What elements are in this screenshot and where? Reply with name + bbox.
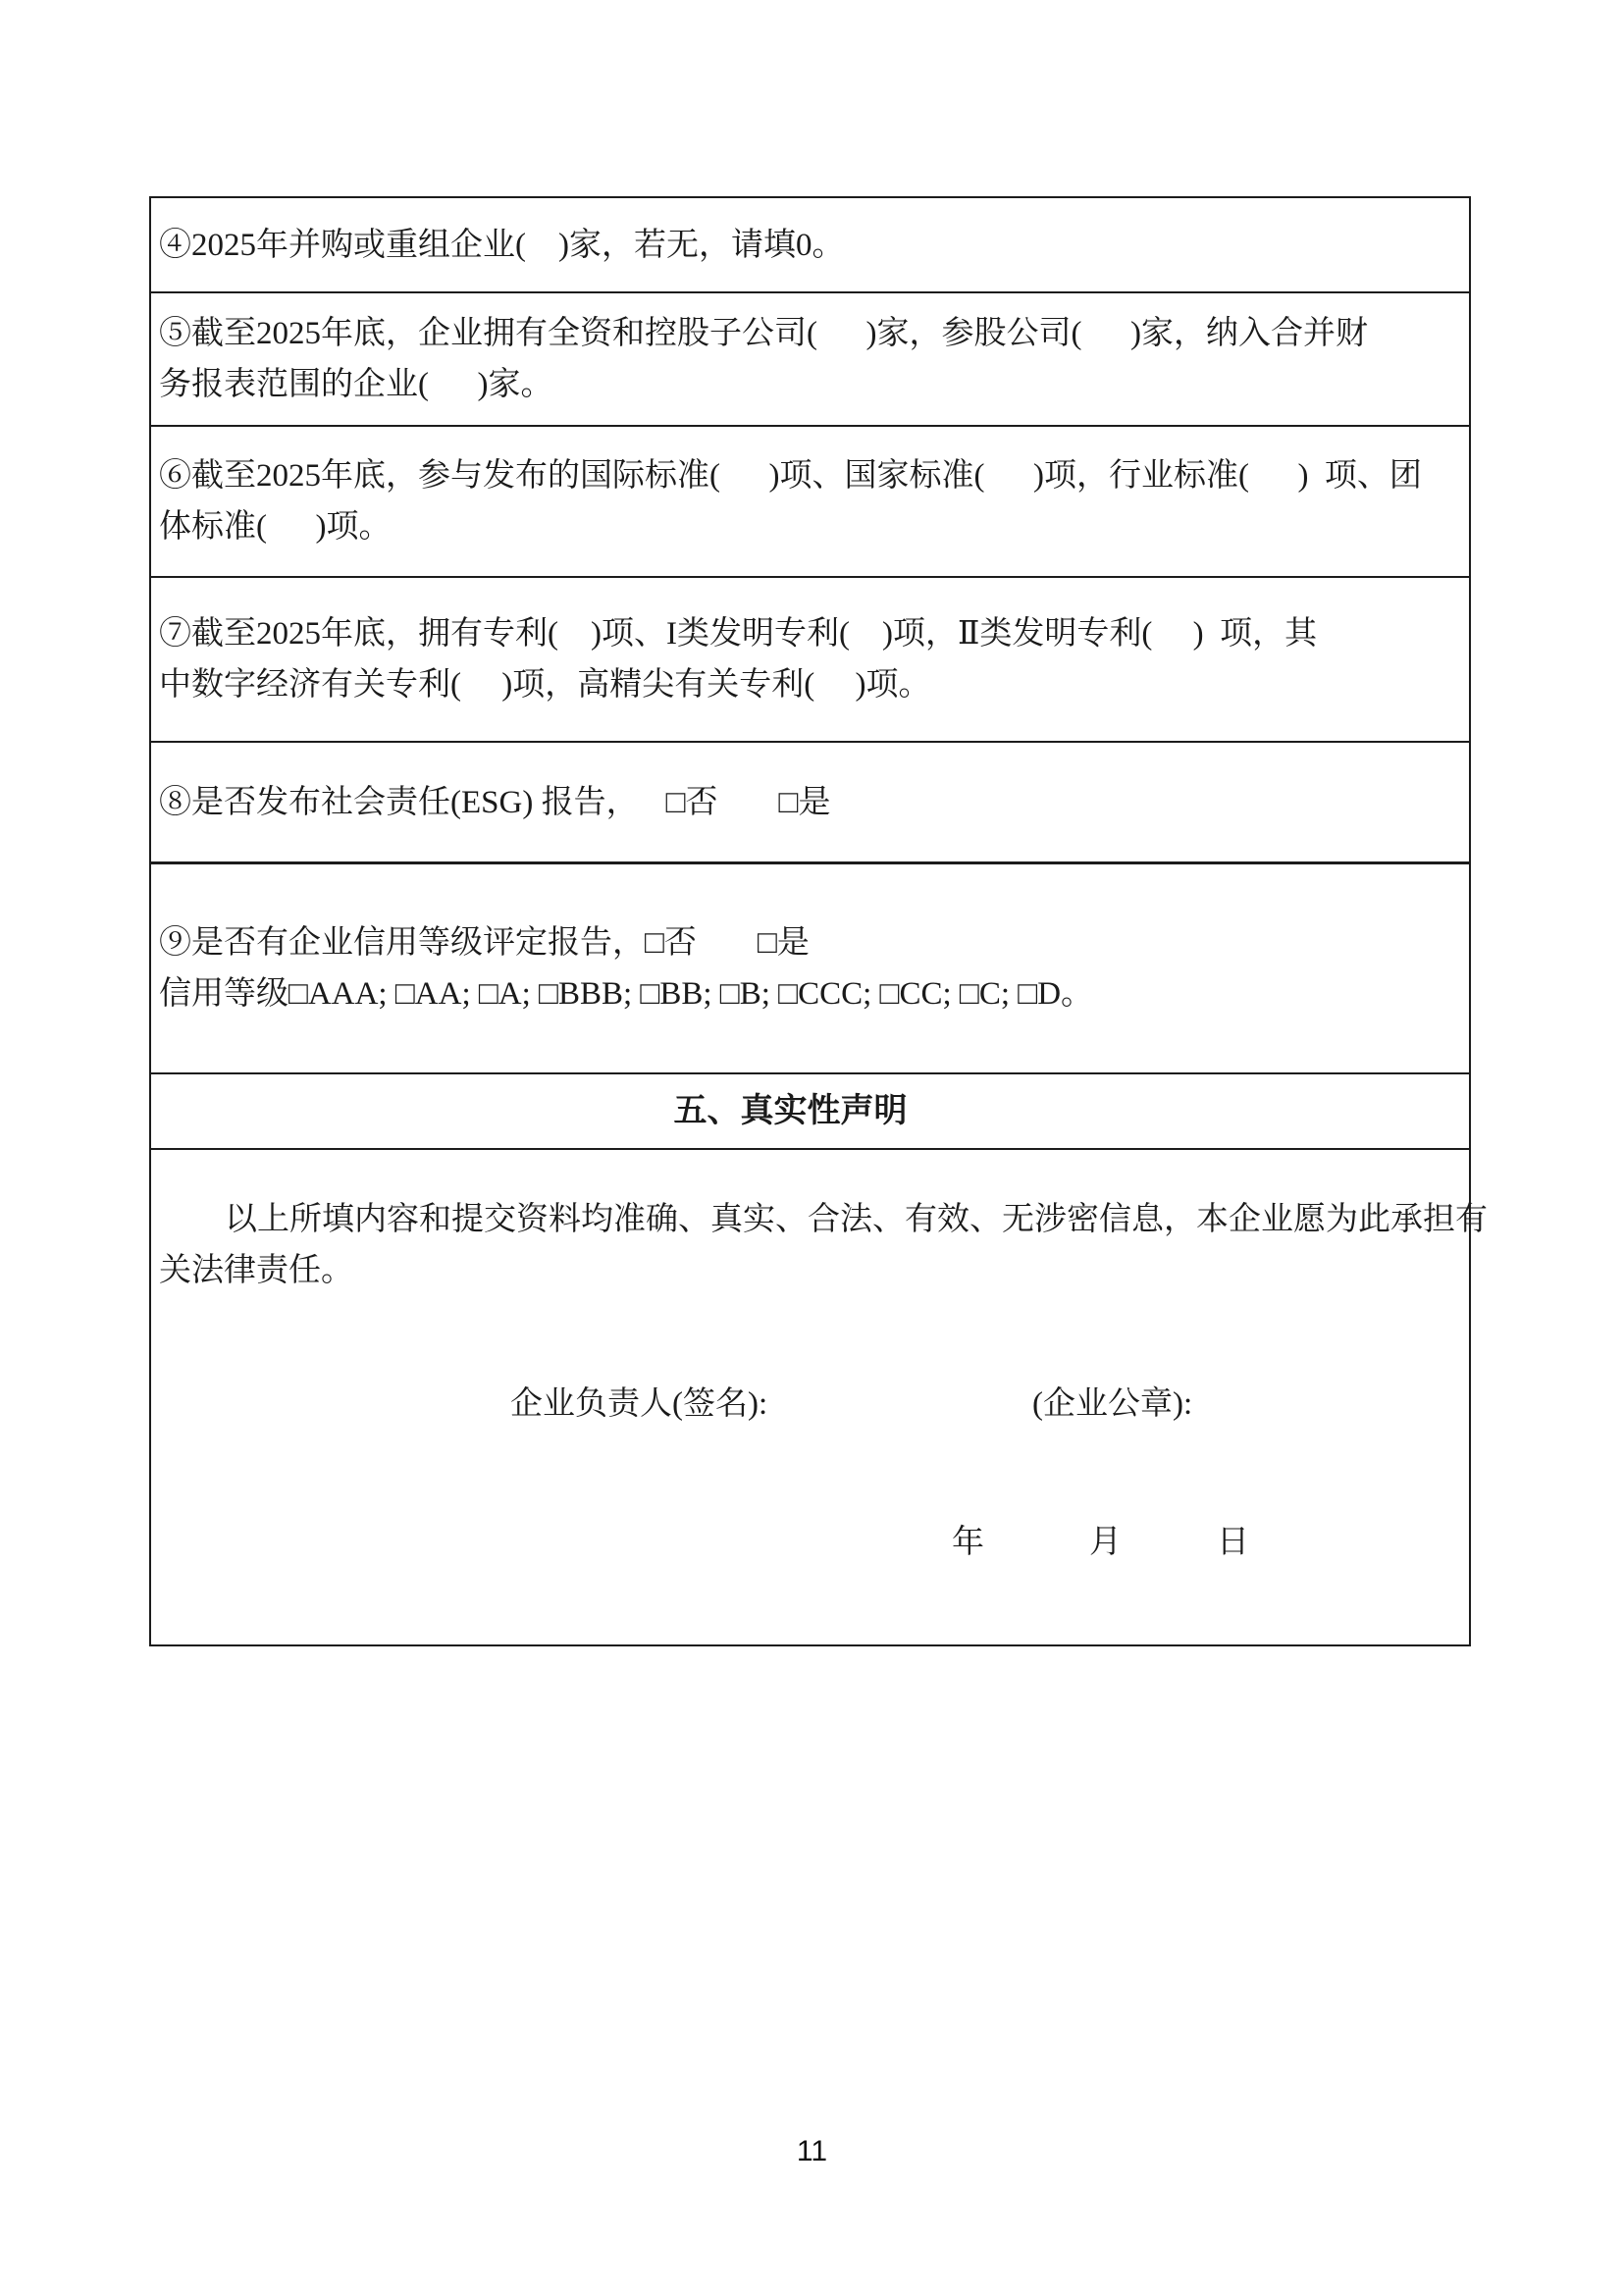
- declaration-text-line1: 以上所填内容和提交资料均准确、真实、合法、有效、无涉密信息，本企业愿为此承担有: [225, 1202, 1488, 1237]
- declaration-cell: [151, 1150, 1488, 1644]
- item7-text-line2: 中数字经济有关专利( )项，高精尖有关专利( )项。: [159, 667, 931, 703]
- item5-text-line2: 务报表范围的企业( )家。: [159, 367, 553, 402]
- page-number: 11: [796, 2135, 828, 2167]
- form-table: [149, 196, 1488, 1646]
- item9-label: ⑨是否有企业信用等级评定报告，: [159, 925, 645, 961]
- table-row-item5: [151, 293, 1469, 427]
- signer-signature-label: 企业负责人(签名):: [510, 1386, 768, 1422]
- item4-text: ④2025年并购或重组企业( )家，若无，请填0。: [159, 227, 845, 263]
- date-day-label: 日: [1217, 1525, 1249, 1560]
- table-row-item9: [151, 864, 1469, 1074]
- item8-text: [159, 777, 1461, 828]
- item9-text-line1: [159, 917, 1461, 968]
- table-row-item8: [151, 743, 1469, 864]
- checkbox-esg-yes: □是: [778, 784, 831, 820]
- section-heading: 五、真实性声明: [673, 1092, 908, 1129]
- table-row-item7: [151, 578, 1469, 743]
- date-year-label: 年: [952, 1525, 984, 1560]
- section-heading-row: [151, 1074, 1469, 1150]
- item7-text-line1: ⑦截至2025年底，拥有专利( )项、I类发明专利( )项，Ⅱ类发明专利( ) 项，其: [159, 616, 1318, 652]
- table-row-item6: [151, 427, 1469, 578]
- item5-text-line1: ⑤截至2025年底，企业拥有全资和控股子公司( )家，参股公司( )家，纳入合并财: [159, 316, 1368, 351]
- checkbox-esg-no: □否: [665, 784, 718, 820]
- table-row-item4: [151, 198, 1469, 293]
- item8-label: ⑧是否发布社会责任(ESG) 报告，: [159, 784, 639, 820]
- date-month-label: 月: [1089, 1525, 1122, 1560]
- declaration-text-line2: 关法律责任。: [159, 1253, 353, 1288]
- item6-text-line2: 体标准( )项。: [159, 509, 392, 545]
- item6-text-line1: ⑥截至2025年底，参与发布的国际标准( )项、国家标准( )项，行业标准( ) 项、团: [159, 458, 1422, 494]
- company-seal-label: (企业公章):: [1032, 1386, 1193, 1422]
- credit-rating-options: 信用等级□AAA; □AA; □A; □BBB; □BB; □B; □CCC; □CC; □C; □D。: [159, 976, 1094, 1012]
- checkbox-credit-yes: □是: [757, 925, 810, 961]
- checkbox-credit-no: □否: [645, 925, 697, 961]
